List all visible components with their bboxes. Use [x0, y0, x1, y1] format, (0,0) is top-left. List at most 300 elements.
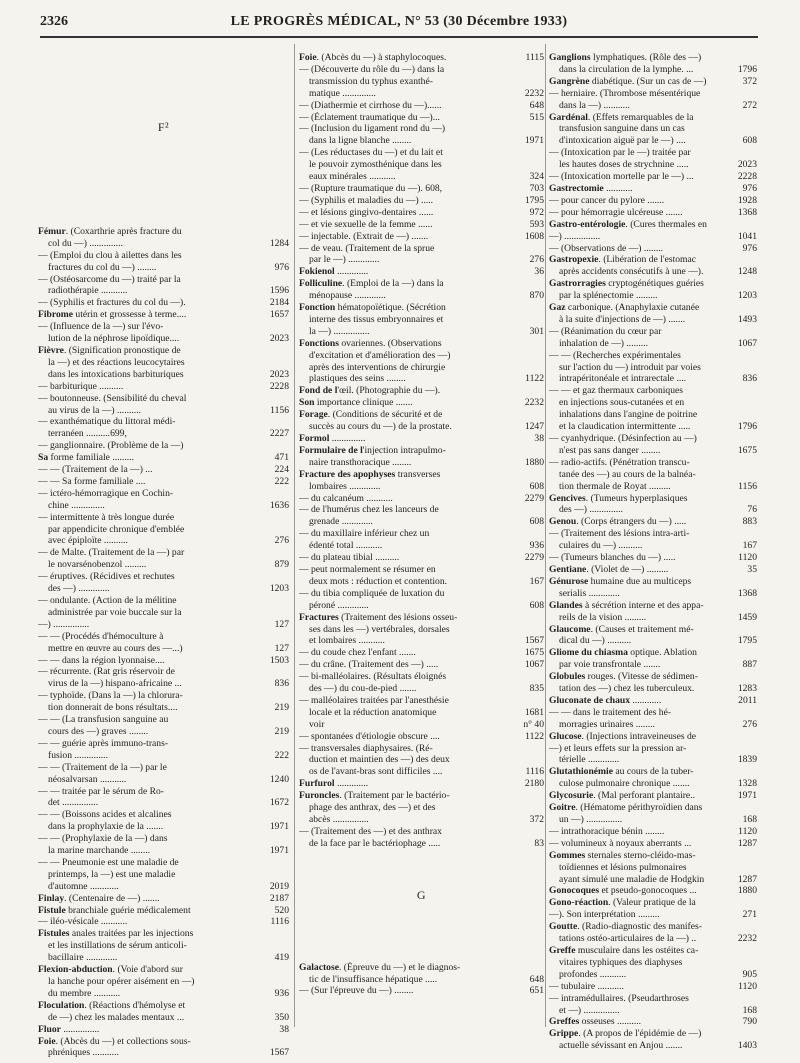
index-line — [299, 445, 544, 457]
page-ref: 1156 — [738, 480, 757, 492]
index-text: — du calcanéum ........... — [299, 492, 393, 504]
page-ref: 2232 — [524, 87, 544, 99]
index-text: et les instillations de sérum anticoli- — [48, 940, 187, 952]
index-line — [549, 338, 757, 350]
index-text: radiothérapie ........... — [48, 285, 128, 297]
index-line — [549, 731, 757, 743]
index-line — [549, 778, 757, 790]
index-line — [549, 493, 757, 505]
page-ref: 1041 — [737, 230, 757, 242]
page-ref: 419 — [274, 952, 289, 964]
index-text: Fonction hématopoïétique. (Sécrétion — [299, 302, 446, 314]
index-entry — [38, 893, 289, 964]
page-ref: 1493 — [737, 313, 757, 325]
index-line — [299, 564, 544, 576]
index-text: interne des tissus embryonnaires et — [309, 313, 444, 325]
index-line — [38, 512, 289, 524]
index-text: Floculation. (Réactions d'hémolyse et — [38, 999, 186, 1011]
index-line — [38, 369, 289, 381]
index-entry — [38, 226, 289, 309]
index-line — [299, 516, 544, 528]
index-line — [299, 504, 544, 516]
index-text: Gardénal. (Effets remarquables de la — [549, 111, 694, 123]
index-line — [299, 302, 544, 314]
index-text: serialis ............. — [559, 587, 620, 599]
index-text: locale et la réduction anatomique — [309, 706, 437, 718]
index-text: Fond de l'œil. (Photographie du —). — [299, 385, 441, 397]
index-text: —) ............... — [38, 618, 90, 630]
index-text: — — (Boissons acides et alcalines — [38, 809, 172, 821]
index-text: — herniaire. (Thrombose mésentérique — [549, 87, 701, 99]
index-line — [38, 762, 289, 774]
index-text: intrapéritonéale et intrarectale .... — [559, 373, 687, 385]
index-line — [299, 385, 544, 397]
index-text: col du —) .............. — [48, 237, 123, 249]
index-line — [299, 135, 544, 147]
index-entry — [299, 409, 544, 469]
index-line — [38, 607, 289, 619]
index-line — [38, 619, 289, 631]
index-line — [299, 64, 544, 76]
index-text: — (Sur l'épreuve du —) ........ — [299, 985, 414, 997]
index-text: la —) ............... — [309, 325, 370, 337]
index-text: — — guérie après immuno-trans- — [38, 737, 169, 749]
index-entry — [299, 266, 544, 302]
index-text: — de veau. (Traitement de la sprue — [299, 242, 435, 254]
page-ref: 2184 — [269, 297, 289, 309]
index-text: — typhoïde. (Dans la —) la chlorura- — [38, 690, 183, 702]
index-text: — de l'humérus chez les lanceurs de — [299, 504, 439, 516]
index-line — [299, 159, 544, 171]
index-line — [299, 985, 544, 997]
index-text: dans les intoxications barbituriques — [48, 368, 184, 380]
index-text: — éruptives. (Récidives et rechutes — [38, 571, 175, 583]
index-line — [38, 976, 289, 988]
index-text: Genou. (Corps étrangers du —) ..... — [549, 516, 687, 528]
index-line — [38, 238, 289, 250]
page-ref: 1971 — [269, 845, 289, 857]
index-line — [549, 1016, 757, 1028]
index-text: — (Éclatement traumatique du —)... — [299, 111, 440, 123]
index-text: Foie. (Abcès du —) à staphylocoques. — [299, 52, 447, 63]
index-text: Gliome du chiasma optique. Ablation — [549, 647, 697, 659]
index-line — [549, 64, 757, 76]
index-line — [549, 52, 757, 64]
page-ref: 972 — [529, 206, 544, 218]
index-text: grenade ............. — [309, 516, 373, 528]
page-ref: 324 — [529, 171, 544, 183]
index-text: tations ostéo-articulaires de la —) .. — [559, 933, 697, 945]
index-text: — injectable. (Extrait de —) ....... — [299, 230, 429, 242]
page-ref: 1116 — [525, 766, 544, 778]
page-ref: 936 — [529, 540, 544, 552]
index-line — [38, 416, 289, 428]
index-line — [549, 528, 757, 540]
page-ref: 35 — [747, 563, 757, 575]
page-ref: 2180 — [524, 778, 544, 790]
index-text: Gono-réaction. (Valeur pratique de la — [549, 897, 696, 909]
index-text: n'est pas sans danger ........ — [559, 444, 661, 456]
page-ref: 372 — [742, 75, 757, 87]
page-ref: 1120 — [738, 552, 757, 564]
index-text: mettre en œuvre au cours des —...) — [48, 642, 183, 654]
index-line — [549, 421, 757, 433]
page-ref: 1636 — [269, 499, 289, 511]
index-text: —). Son interprétation ......... — [549, 909, 660, 921]
page-title: LE PROGRÈS MÉDICAL, N° 53 (30 Décembre 1933) — [230, 14, 568, 29]
page-number: 2326 — [40, 14, 68, 29]
index-text: tion thermale de Royat ......... — [559, 480, 671, 492]
index-line — [38, 488, 289, 500]
page-ref: 38 — [279, 1023, 289, 1035]
index-text: — (Découverte du rôle du —) dans la — [299, 63, 445, 75]
index-text: des —) .............. — [559, 504, 623, 516]
index-text: phage des anthrax, des —) et des — [309, 802, 436, 814]
index-line — [549, 195, 757, 207]
index-line — [38, 547, 289, 559]
index-line — [38, 678, 289, 690]
index-text: — (Traitement des —) et des anthrax — [299, 825, 442, 837]
index-line — [38, 964, 289, 976]
index-text: — (Syphilis et fractures du col du —). — [38, 297, 186, 309]
index-line — [299, 659, 544, 671]
index-line — [299, 778, 544, 790]
index-text: —) ............... — [549, 230, 601, 242]
index-text: le pouvoir zymosthénique dans les — [309, 159, 442, 171]
index-line — [299, 266, 544, 278]
index-text: — (Syphilis et maladies du —) ..... — [299, 194, 434, 206]
index-text: Galactose. (Épreuve du —) et le diagnos- — [299, 961, 461, 973]
index-text: par appendicite chronique d'emblée — [48, 523, 185, 535]
index-text: — — (Prophylaxie de la —) dans — [38, 833, 168, 845]
page-ref: 1203 — [737, 290, 757, 302]
index-line — [299, 373, 544, 385]
index-entry — [38, 345, 289, 893]
index-line — [38, 726, 289, 738]
index-line — [299, 433, 544, 445]
index-text: Fièvre. (Signification pronostique de — [38, 344, 181, 356]
index-line — [549, 314, 757, 326]
index-text: — pour cancer du pylore ....... — [549, 194, 665, 206]
index-line — [38, 655, 289, 667]
page-ref: 648 — [529, 973, 544, 985]
index-text: Gencives. (Tumeurs hyperplasiques — [549, 492, 688, 504]
index-text: de —) chez les malades mentaux ... — [48, 1011, 185, 1023]
index-text: transmission du typhus exanthé- — [309, 75, 433, 87]
index-text: Gastro-entérologie. (Cures thermales en — [549, 218, 707, 230]
index-line — [549, 481, 757, 493]
index-text: — — (Traitement de la —) par le — [38, 761, 167, 773]
page-ref: 1795 — [524, 194, 544, 206]
index-column-2 — [299, 52, 544, 997]
index-line — [549, 135, 757, 147]
page-ref: 219 — [274, 702, 289, 714]
index-text: — — (La transfusion sanguine au — [38, 714, 169, 726]
index-text: — (Diathermie et cirrhose du —)...... — [299, 99, 442, 111]
index-entry — [299, 469, 544, 779]
page-ref: 36 — [534, 266, 544, 278]
column-divider — [545, 44, 546, 1027]
page-ref: 790 — [742, 1016, 757, 1028]
index-line — [299, 52, 544, 64]
index-line — [549, 278, 757, 290]
index-line — [549, 254, 757, 266]
page-ref: 301 — [529, 325, 544, 337]
index-line — [549, 171, 757, 183]
index-text: Finlay. (Centenaire de —) ....... — [38, 892, 160, 904]
index-text: Glutathionémie au cours de la tuber- — [549, 766, 694, 778]
index-text: fractures du col du —) ........ — [48, 261, 157, 273]
index-text: — malléolaires traitées par l'anesthésie — [299, 694, 449, 706]
page-ref: 976 — [274, 261, 289, 273]
index-text: — bi-malléolaires. (Résultats éloignés — [299, 671, 447, 683]
index-line — [38, 393, 289, 405]
index-text: — — (Traitement de la —) ... — [38, 464, 153, 476]
index-line — [549, 159, 757, 171]
index-line — [299, 123, 544, 135]
index-text: — (Réanimation du cœur par — [549, 325, 662, 337]
index-line — [549, 302, 757, 314]
index-text: Fokienol ............. — [299, 266, 369, 278]
section-letter: G — [416, 887, 427, 902]
page-ref: 276 — [274, 535, 289, 547]
index-line — [549, 147, 757, 159]
index-line — [299, 683, 544, 695]
index-line — [299, 731, 544, 743]
index-line — [299, 207, 544, 219]
index-line — [549, 921, 757, 933]
index-text: — cyanhydrique. (Désinfection au —) — [549, 433, 697, 444]
index-line — [38, 928, 289, 940]
page-ref: 1567 — [269, 1047, 289, 1059]
page-ref: 2011 — [738, 694, 757, 706]
index-line — [299, 254, 544, 266]
index-text: Flexion-abduction. (Voie d'abord sur — [38, 964, 183, 976]
index-text: os de l'avant-bras sont difficiles .... — [309, 766, 443, 778]
index-text: — et vie sexuelle de la femme ...... — [299, 218, 433, 230]
index-text: — du coude chez l'enfant ....... — [299, 647, 416, 659]
page-ref: 608 — [742, 135, 757, 147]
index-line — [549, 659, 757, 671]
index-text: et lombaires ........... — [309, 635, 385, 647]
index-text: succès au cours du —) de la prostate. — [309, 421, 452, 433]
index-entry — [38, 309, 289, 345]
page-ref: 1203 — [269, 583, 289, 595]
index-line — [299, 540, 544, 552]
index-line — [38, 345, 289, 357]
index-line — [38, 571, 289, 583]
page-ref: 835 — [529, 683, 544, 695]
index-text: Goutte. (Radio-diagnostic des manifes- — [549, 921, 702, 933]
index-line — [38, 666, 289, 678]
index-line — [299, 766, 544, 778]
page-ref: 350 — [274, 1011, 289, 1023]
index-line — [38, 309, 289, 321]
index-line — [38, 845, 289, 857]
index-line — [38, 428, 289, 440]
index-text: néosalvarsan ........... — [48, 773, 127, 785]
index-text: tanée des —) au cours de la balnéa- — [559, 468, 696, 480]
index-text: — ganglionnaire. (Problème de la —) — [38, 440, 184, 452]
index-line — [549, 504, 757, 516]
index-text: — barbiturique .......... — [38, 380, 124, 392]
index-text: — peut normalement se résumer en — [299, 563, 436, 575]
index-text: Greffe musculaire dans les ostéites ca- — [549, 944, 699, 956]
index-line — [299, 231, 544, 243]
index-text: Gastrorragies cryptogénétiques guéries — [549, 278, 704, 290]
index-text: — (Inclusion du ligament rond du —) — [299, 123, 446, 135]
page-ref: 1567 — [524, 635, 544, 647]
index-text: — — et gaz thermaux carboniques — [549, 385, 683, 397]
index-text: transfusion sanguine dans un cas — [559, 123, 685, 135]
index-text: Glandes à sécrétion interne et des appa- — [549, 599, 704, 611]
page-ref: 608 — [529, 480, 544, 492]
page-ref: 836 — [274, 678, 289, 690]
index-line — [549, 588, 757, 600]
index-text: toïdiennes et lésions pulmonaires — [559, 861, 687, 873]
index-line — [299, 397, 544, 409]
index-line — [299, 409, 544, 421]
index-line — [299, 481, 544, 493]
index-text: Fluor ............... — [38, 1023, 100, 1035]
index-line — [38, 869, 289, 881]
index-line — [38, 631, 289, 643]
page-ref: 1672 — [269, 797, 289, 809]
index-text: — — (Procédés d'hémoculture à — [38, 630, 164, 642]
index-text: — (Tumeurs blanches du —) ..... — [549, 552, 676, 564]
page-ref: 593 — [529, 218, 544, 230]
index-text: les hautes doses de strychnine ..... — [559, 159, 689, 171]
index-text: Foie. (Abcès du —) et collections sous- — [38, 1035, 191, 1047]
index-line — [299, 350, 544, 362]
index-text: — transversales diaphysaires. (Ré- — [299, 742, 433, 754]
index-text: administrée par voie buccale sur la — [48, 606, 182, 618]
page-ref: 38 — [534, 433, 544, 444]
index-line — [38, 405, 289, 417]
index-line — [549, 1005, 757, 1017]
index-text: et la claudication intermittente ..... — [559, 421, 691, 433]
index-line — [549, 576, 757, 588]
page-ref: 2023 — [269, 333, 289, 345]
index-line — [299, 588, 544, 600]
index-line — [38, 524, 289, 536]
index-text: dans la ligne blanche ........ — [309, 135, 412, 147]
page-ref: 1880 — [737, 885, 757, 897]
index-line — [38, 1024, 289, 1036]
page-ref: 1839 — [737, 754, 757, 766]
index-line — [549, 219, 757, 231]
index-line — [299, 112, 544, 124]
index-entry — [38, 964, 289, 1000]
page-ref: 1796 — [737, 421, 757, 433]
page-ref: 127 — [274, 642, 289, 654]
index-text: Gangrène diabétique. (Sur un cas de —) — [549, 75, 707, 87]
page-ref: 836 — [742, 373, 757, 385]
index-text: Forage. (Conditions de sécurité et de — [299, 409, 443, 421]
index-text: Furoncles. (Traitement par le bactério- — [299, 790, 450, 802]
index-entry — [299, 962, 544, 998]
index-text: duction et maintien des —) des deux — [309, 754, 450, 766]
index-text: Glaucome. (Causes et traitement mé- — [549, 623, 694, 635]
page-ref: 2227 — [269, 428, 289, 440]
page-ref: 1971 — [269, 821, 289, 833]
index-line — [38, 440, 289, 452]
index-text: cours des —) graves ........ — [48, 725, 149, 737]
page-ref: 1403 — [737, 1040, 757, 1052]
index-text: lombaires ............. — [309, 480, 381, 492]
index-entry — [38, 1000, 289, 1060]
index-column-3 — [549, 52, 757, 1052]
index-text: par voie transfrontale ....... — [559, 659, 661, 671]
page-ref: 1067 — [524, 659, 544, 671]
index-line — [38, 809, 289, 821]
index-text: après des interventions de chirurgie — [309, 361, 446, 373]
index-line — [549, 540, 757, 552]
page-ref: 1247 — [524, 421, 544, 433]
index-text: morragies urinaires ........ — [559, 718, 655, 730]
page-ref: 1796 — [737, 63, 757, 75]
column-divider — [294, 44, 295, 1027]
index-line — [299, 100, 544, 112]
page-ref: 1459 — [737, 611, 757, 623]
page-ref: 1156 — [270, 404, 289, 416]
index-text: ménopause ............. — [309, 290, 386, 302]
page-ref: 1120 — [738, 980, 757, 992]
index-line — [38, 583, 289, 595]
index-text: bacillaire ............. — [48, 952, 118, 964]
index-text: actuelle sévissant en Anjou ....... — [559, 1040, 683, 1052]
page-ref: 1284 — [269, 237, 289, 249]
index-text: après accidents consécutifs à une —). — [559, 266, 704, 278]
index-text: Folliculine. (Emploi de la —) dans la — [299, 278, 444, 290]
page-ref: 1328 — [737, 778, 757, 790]
index-line — [299, 243, 544, 255]
index-text: ayant simulé une maladie de Hodgkin — [559, 873, 705, 885]
page-ref: 608 — [529, 599, 544, 611]
page-ref: 222 — [274, 475, 289, 487]
index-line — [38, 333, 289, 345]
page-ref: 1287 — [737, 873, 757, 885]
index-text: culose pulmonaire chronique ....... — [559, 778, 690, 790]
index-line — [38, 559, 289, 571]
index-line — [299, 88, 544, 100]
index-text: Gastropexie. (Libération de l'estomac — [549, 254, 697, 266]
index-line — [549, 231, 757, 243]
index-text: Gluconate de chaux ............ — [549, 694, 662, 706]
index-line — [38, 952, 289, 964]
page-ref: 870 — [529, 290, 544, 302]
index-line — [299, 171, 544, 183]
index-line — [299, 326, 544, 338]
index-text: — ictéro-hémorragique en Cochin- — [38, 487, 174, 499]
index-text: — et lésions gingivo-dentaires ...... — [299, 206, 434, 218]
index-text: — (Influence de la —) sur l'évo- — [38, 321, 164, 333]
page-ref: 1287 — [737, 837, 757, 849]
index-text: — (Ostéosarcome du —) traité par la — [38, 273, 181, 285]
index-text: — intramédullaires. (Pseudarthroses — [549, 992, 689, 1004]
page-ref: 168 — [742, 1004, 757, 1016]
page-ref: 127 — [274, 618, 289, 630]
index-line — [38, 274, 289, 286]
page-ref: 2228 — [737, 171, 757, 183]
index-text: tion donnerait de bons résultats.... — [48, 702, 178, 714]
index-text: — (Traitement des lésions intra-arti- — [549, 528, 690, 540]
index-line — [38, 452, 289, 464]
index-line — [549, 385, 757, 397]
index-line — [549, 397, 757, 409]
page-ref: 2019 — [269, 880, 289, 892]
index-text: Glucose. (Injections intraveineuses de — [549, 730, 697, 742]
